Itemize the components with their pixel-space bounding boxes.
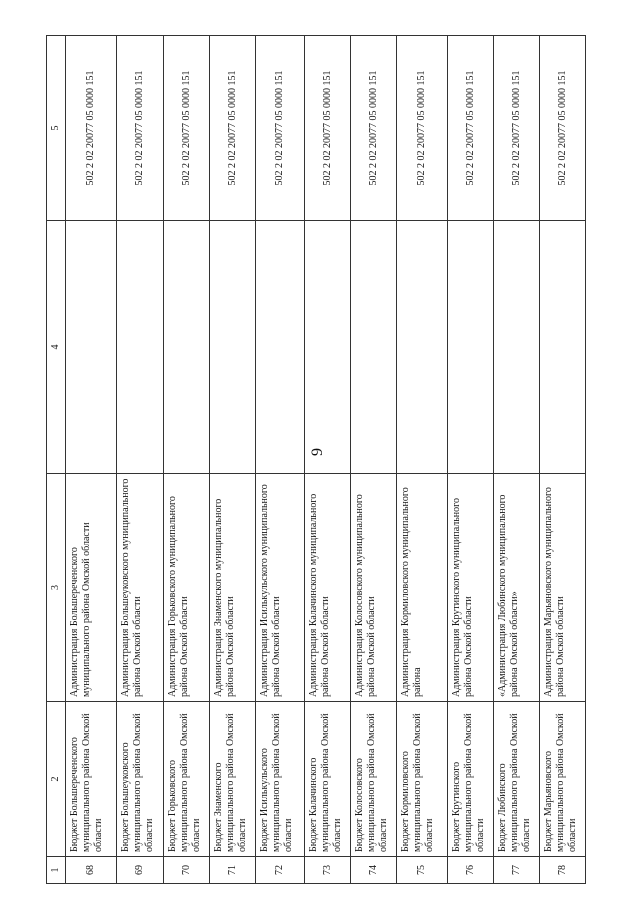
table-row [540,36,586,884]
budget-name: Бюджет Марьяновского муниципального района Омской области [540,702,586,857]
administrator-name: «Администрация Любинского муниципального района Омской области» [494,474,540,702]
table-row [494,36,540,884]
budget-code: 502 2 02 20077 05 0000 151 [210,36,256,221]
page-number: 9 [309,448,326,456]
administrator-name: Администрация Колосовского муниципального района Омской области [351,474,397,702]
table-row [66,36,117,884]
table-row [164,36,210,884]
budget-code: 502 2 02 20077 05 0000 151 [351,36,397,221]
row-number: 68 [66,857,117,884]
budget-name: Бюджет Калачинского муниципального района Омской области [305,702,351,857]
budget-code: 502 2 02 20077 05 0000 151 [540,36,586,221]
administrator-name: Администрация Калачинского муниципального района Омской области [305,474,351,702]
table-body [66,36,586,884]
budget-code: 502 2 02 20077 05 0000 151 [448,36,494,221]
budget-name: Бюджет Большеуковского муниципального района Омской области [117,702,164,857]
administrator-name: Администрация Марьяновского муниципального района Омской области [540,474,586,702]
budget-name: Бюджет Горьковского муниципального района Омской области [164,702,210,857]
empty-cell [494,221,540,474]
table-container [46,36,586,884]
administrator-name: Администрация Большереченского муниципального района Омской области [66,474,117,702]
table-row [351,36,397,884]
header-col-5: 5 [47,36,66,221]
table-header-row [47,36,66,884]
data-table [46,35,586,884]
budget-name: Бюджет Знаменского муниципального района Омской области [210,702,256,857]
budget-code: 502 2 02 20077 05 0000 151 [66,36,117,221]
budget-name: Бюджет Колосовского муниципального района Омской области [351,702,397,857]
row-number: 76 [448,857,494,884]
budget-code: 502 2 02 20077 05 0000 151 [256,36,305,221]
budget-code: 502 2 02 20077 05 0000 151 [396,36,447,221]
administrator-name: Администрация Исилькульского муниципального района Омской области [256,474,305,702]
budget-name: Бюджет Крутинского муниципального района Омской области [448,702,494,857]
empty-cell [117,221,164,474]
empty-cell [164,221,210,474]
header-col-1: 1 [47,857,66,884]
row-number: 75 [396,857,447,884]
table-row [396,36,447,884]
administrator-name: Администрация Крутинского муниципального района Омской области [448,474,494,702]
administrator-name: Администрация Кормиловского муниципального района [396,474,447,702]
table-row [210,36,256,884]
budget-code: 502 2 02 20077 05 0000 151 [164,36,210,221]
budget-name: Бюджет Кормиловского муниципального района Омской области [396,702,447,857]
administrator-name: Администрация Знаменского муниципального района Омской области [210,474,256,702]
empty-cell [66,221,117,474]
row-number: 77 [494,857,540,884]
empty-cell [540,221,586,474]
empty-cell [256,221,305,474]
budget-name: Бюджет Исилькульского муниципального района Омской области [256,702,305,857]
budget-code: 502 2 02 20077 05 0000 151 [494,36,540,221]
table-row [448,36,494,884]
row-number: 74 [351,857,397,884]
row-number: 70 [164,857,210,884]
empty-cell [448,221,494,474]
budget-name: Бюджет Любинского муниципального района Омской области [494,702,540,857]
row-number: 69 [117,857,164,884]
table-row [305,36,351,884]
empty-cell [210,221,256,474]
row-number: 71 [210,857,256,884]
administrator-name: Администрация Большеуковского муниципального района Омской области [117,474,164,702]
row-number: 72 [256,857,305,884]
budget-code: 502 2 02 20077 05 0000 151 [117,36,164,221]
header-col-2: 2 [47,702,66,857]
table-row [256,36,305,884]
empty-cell [351,221,397,474]
budget-name: Бюджет Большереченского муниципального района Омской области [66,702,117,857]
budget-code: 502 2 02 20077 05 0000 151 [305,36,351,221]
table-row [117,36,164,884]
header-col-3: 3 [47,474,66,702]
administrator-name: Администрация Горьковского муниципального района Омской области [164,474,210,702]
header-col-4: 4 [47,221,66,474]
row-number: 73 [305,857,351,884]
empty-cell [396,221,447,474]
empty-cell [305,221,351,474]
row-number: 78 [540,857,586,884]
